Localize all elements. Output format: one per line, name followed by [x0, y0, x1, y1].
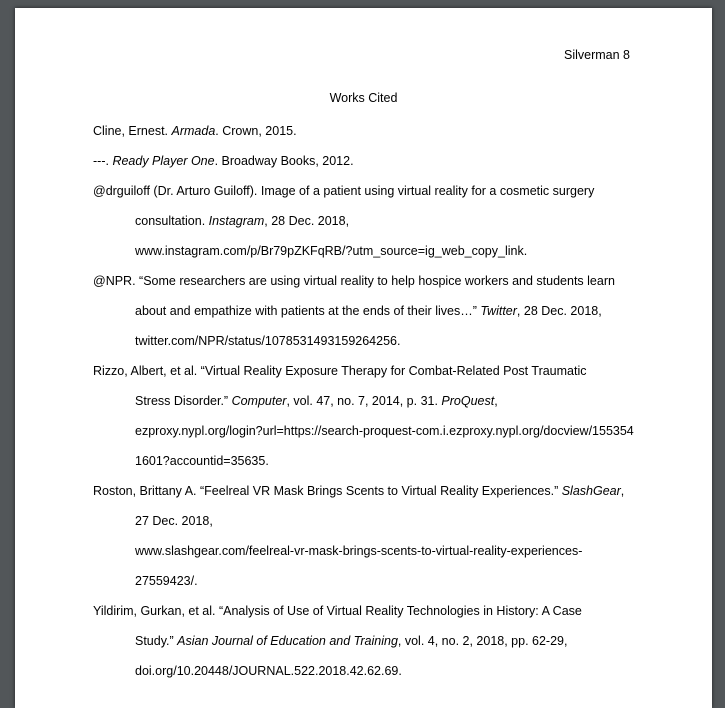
citation-line [93, 626, 653, 656]
citation-title-italic: SlashGear [561, 484, 621, 498]
citation-text: consultation. [135, 214, 209, 228]
citation-text: about and empathize with patients at the ends of their lives…” [135, 304, 481, 318]
citation-line [93, 116, 653, 146]
citation-text: www.instagram.com/p/Br79pZKFqRB/?utm_source=ig_web_copy_link. [135, 244, 528, 258]
citation-entry [93, 356, 653, 476]
citation-line [93, 356, 653, 386]
citation-title-italic: ProQuest [441, 394, 495, 408]
citation-text: 27559423/. [135, 574, 198, 588]
citation-title-italic: Asian Journal of Education and Training [177, 634, 398, 648]
citation-line [93, 206, 653, 236]
citation-text: Stress Disorder.” [135, 394, 232, 408]
citation-line [93, 596, 653, 626]
citation-text: Roston, Brittany A. “Feelreal VR Mask Brings Scents to Virtual Reality Experiences.” [93, 484, 562, 498]
citation-title-italic: Twitter [480, 304, 517, 318]
document-page [15, 8, 712, 708]
citation-text: , 28 Dec. 2018, [264, 214, 350, 228]
citation-line [93, 476, 653, 506]
citation-title-italic: Computer [231, 394, 287, 408]
citation-text: Study.” [135, 634, 178, 648]
page-title: Works Cited [329, 91, 398, 105]
citation-text: Cline, Ernest. [93, 124, 172, 138]
citation-text: www.slashgear.com/feelreal-vr-mask-brings-scents-to-virtual-reality-experiences- [135, 544, 583, 558]
citation-text: , vol. 47, no. 7, 2014, p. 31. [286, 394, 442, 408]
citation-title-italic: Instagram [208, 214, 265, 228]
citation-text: twitter.com/NPR/status/1078531493159264256. [135, 334, 401, 348]
citation-text: . Crown, 2015. [215, 124, 297, 138]
citation-text: 27 Dec. 2018, [135, 514, 213, 528]
citation-line [93, 326, 653, 356]
works-cited-list [93, 116, 653, 686]
citation-line [93, 386, 653, 416]
citation-text: Rizzo, Albert, et al. “Virtual Reality Exposure Therapy for Combat-Related Post Traumatic [93, 364, 587, 378]
citation-title-italic: Ready Player One [112, 154, 215, 168]
citation-text: @NPR. “Some researchers are using virtual reality to help hospice workers and students learn [93, 274, 615, 288]
citation-line [93, 266, 653, 296]
citation-text: ---. [93, 154, 113, 168]
citation-text: , [620, 484, 625, 498]
citation-line [93, 656, 653, 686]
citation-text: 1601?accountid=35635. [135, 454, 269, 468]
citation-text: @drguiloff (Dr. Arturo Guiloff). Image of a patient using virtual reality for a cosmetic surgery [93, 184, 595, 198]
citation-line [93, 566, 653, 596]
citation-entry [93, 146, 653, 176]
citation-line [93, 416, 653, 446]
citation-line [93, 236, 653, 266]
citation-line [93, 446, 653, 476]
citation-text: Yildirim, Gurkan, et al. “Analysis of Use of Virtual Reality Technologies in History: A Case [93, 604, 582, 618]
citation-line [93, 176, 653, 206]
citation-line [93, 536, 653, 566]
citation-text: ezproxy.nypl.org/login?url=https://search-proquest-com.i.ezproxy.nypl.org/docview/155354 [135, 424, 634, 438]
citation-line [93, 296, 653, 326]
citation-line [93, 506, 653, 536]
citation-entry [93, 266, 653, 356]
citation-text: , vol. 4, no. 2, 2018, pp. 62-29, [397, 634, 568, 648]
citation-entry [93, 176, 653, 266]
running-head: Silverman 8 [564, 48, 630, 62]
citation-line [93, 146, 653, 176]
citation-entry [93, 116, 653, 146]
citation-text: , [494, 394, 498, 408]
citation-title-italic: Armada [171, 124, 216, 138]
citation-entry [93, 476, 653, 596]
citation-entry [93, 596, 653, 686]
citation-text: , 28 Dec. 2018, [516, 304, 602, 318]
citation-text: doi.org/10.20448/JOURNAL.522.2018.42.62.69. [135, 664, 402, 678]
citation-text: . Broadway Books, 2012. [214, 154, 354, 168]
